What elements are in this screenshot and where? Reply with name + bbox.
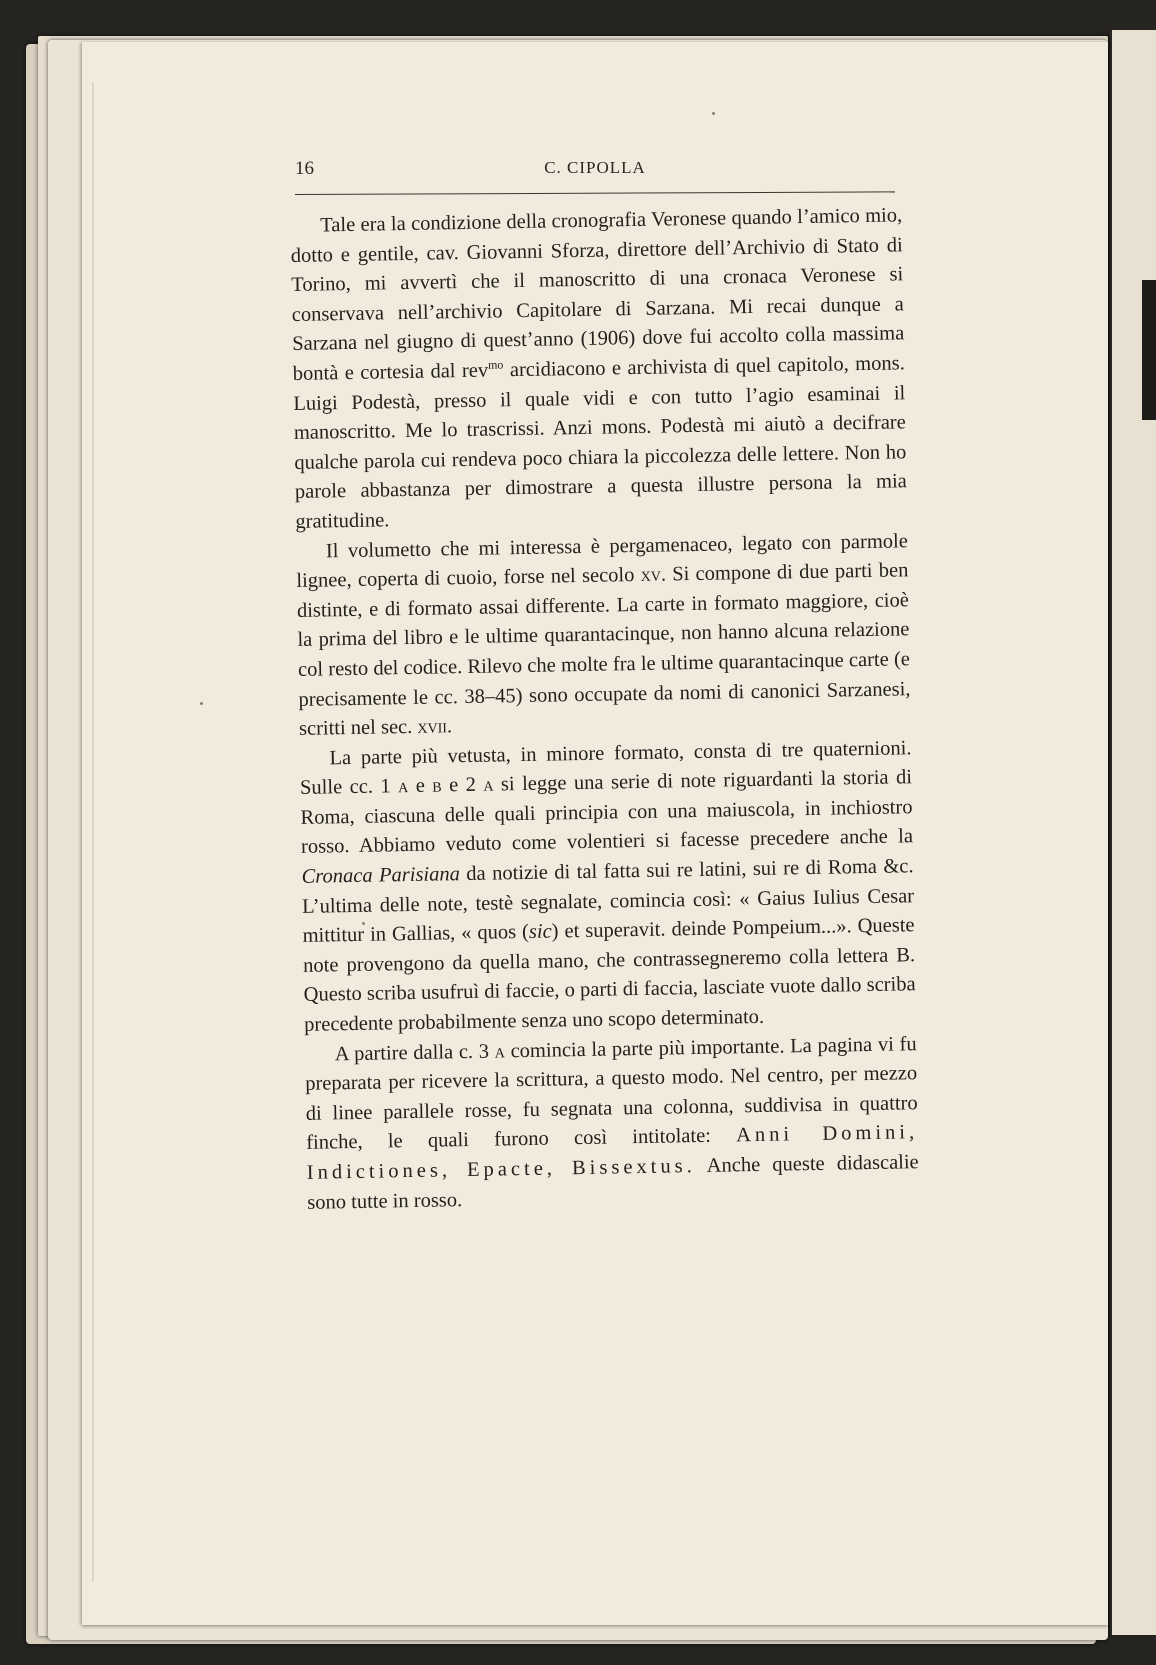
spaced-column-headings: Anni Domini, Indictiones, Epacte, Bissextus. [306, 1121, 919, 1184]
paragraph: A partire dalla c. 3 a comincia la parte più importante. La pagina vi fu preparata per ricevere la scrittura, a questo modo. Nel centro, per mezzo di linee parallele rosse, fu segnata una colonna, suddivisa in quattro finche, le quali furono così intitolate: Anni Domini, Indictiones, Epacte, Bissextus. Anche queste didascalie sono tutte in rosso. [305, 1032, 919, 1214]
paper-speck [200, 702, 203, 705]
facing-page-edge [1110, 30, 1156, 1635]
page-edge-line [92, 82, 94, 1582]
running-title: C. CIPOLLA [544, 158, 646, 177]
page-number: 16 [295, 158, 314, 179]
paragraph: Il volumetto che mi interessa è pergamenaceo, legato con parmole lignee, coperta di cuoio, forse nel secolo xv. Si compone di due parti ben distinte, e di formato assai differente. La carte in formato maggiore, cioè la prima del libro e le ultime quarantacinque, non hanno alcuna relazione col resto del codice. Rilevo che molte fra le ultime quarantacinque carte (e precisamente le cc. 38–45) sono occupate da nomi di canonici Sarzanesi, scritti nel sec. xvii. [296, 529, 911, 741]
paper-speck [712, 112, 715, 115]
body-text [290, 201, 919, 1218]
paragraph: La parte più vetusta, in minore formato, consta di tre quaternioni. Sulle cc. 1 a e b e 2 a si legge una serie di note riguardanti la storia di Roma, ciascuna delle quali principia con una maiuscola, in inchiostro rosso. Abbiamo veduto come volentieri si facesse precedere anche la Cronaca Parisiana da notizie di tal fatta sui re latini, sui re di Roma &c. L’ultima delle note, testè segnalate, comincia così: « Gaius Iulius Cesar mittitur in Gallias, « quos (sic) et superavit. deinde Pompeium...». Queste note provengono da quella mano, che contrassegneremo colla lettera B. Questo scriba usufruì di faccie, o parti di faccia, lasciate vuote dallo scriba precedente probabilmente senza uno scopo determinato. [299, 736, 916, 1036]
running-head [295, 158, 895, 190]
paragraph: Tale era la condizione della cronografia Veronese quando l’amico mio, dotto e gentile, cav. Giovanni Sforza, direttore dell’Archivio di Stato di Torino, mi avvertì che il manoscritto di una cronaca Veronese si conservava nell’archivio Capitolare di Sarzana. Mi recai dunque a Sarzana nel giugno di quest’anno (1906) dove fui accolto colla massima bontà e cortesia dal rev$^{mo}$ arcidiacono e archivista di quel capitolo, mons. Luigi Podestà, presso il quale vidi e con tutto l’agio esaminai il manoscritto. Me lo trascrissi. Anzi mons. Podestà mi aiutò a decifrare qualche parola cui rendeva poco chiara la piccolezza delle lettere. Non ho parole abbastanza per dimostrare a questa illustre persona la mia gratitudine. [290, 204, 907, 533]
binding-shadow [1142, 280, 1156, 420]
